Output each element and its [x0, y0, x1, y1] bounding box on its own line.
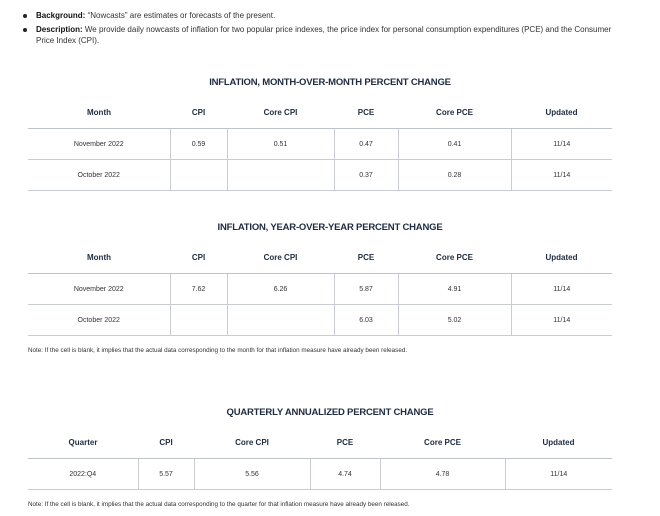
cell-month: October 2022 — [28, 305, 170, 336]
col-header-pce: PCE — [334, 96, 398, 129]
col-header-cpi: CPI — [170, 96, 227, 129]
mom-header-row — [28, 96, 612, 129]
cell-cpi: 5.57 — [138, 459, 194, 490]
col-header-core-pce: Core PCE — [380, 426, 505, 459]
background-item — [18, 10, 618, 21]
cell-pce: 0.37 — [334, 160, 398, 191]
cell-core-cpi: 6.26 — [227, 274, 334, 305]
table-row — [28, 274, 612, 305]
cell-updated: 11/14 — [505, 459, 612, 490]
background-label: Background: — [36, 11, 86, 20]
cell-core-cpi — [227, 305, 334, 336]
cell-core-cpi — [227, 160, 334, 191]
cell-cpi — [170, 160, 227, 191]
cell-updated: 11/14 — [511, 274, 612, 305]
col-header-updated: Updated — [505, 426, 612, 459]
col-header-cpi: CPI — [170, 241, 227, 274]
col-header-cpi: CPI — [138, 426, 194, 459]
cell-month: November 2022 — [28, 274, 170, 305]
cell-core-cpi: 5.56 — [194, 459, 310, 490]
table-row — [28, 459, 612, 490]
description-text: We provide daily nowcasts of inflation for two popular price indexes, the price index for personal consumption expenditures (PCE) and the Consumer Price Index (CPI). — [36, 25, 612, 45]
cell-updated: 11/14 — [511, 129, 612, 160]
info-list — [18, 10, 618, 49]
cell-pce: 6.03 — [334, 305, 398, 336]
cell-core-cpi: 0.51 — [227, 129, 334, 160]
yoy-title: INFLATION, YEAR-OVER-YEAR PERCENT CHANGE — [217, 222, 443, 233]
qtr-note: Note: If the cell is blank, it implies that the actual data corresponding to the quarter for that inflation measure have already been released. — [28, 501, 410, 508]
cell-pce: 5.87 — [334, 274, 398, 305]
col-header-core-cpi: Core CPI — [194, 426, 310, 459]
qtr-table — [28, 426, 612, 490]
cell-core-pce: 4.78 — [380, 459, 505, 490]
col-header-month: Month — [28, 96, 170, 129]
cell-core-pce: 0.41 — [398, 129, 511, 160]
cell-month: November 2022 — [28, 129, 170, 160]
cell-pce: 0.47 — [334, 129, 398, 160]
table-row — [28, 160, 612, 191]
qtr-header-row — [28, 426, 612, 459]
cell-core-pce: 4.91 — [398, 274, 511, 305]
col-header-core-pce: Core PCE — [398, 241, 511, 274]
table-row — [28, 305, 612, 336]
cell-core-pce: 5.02 — [398, 305, 511, 336]
col-header-quarter: Quarter — [28, 426, 138, 459]
description-item — [18, 24, 618, 46]
col-header-pce: PCE — [310, 426, 380, 459]
cell-updated: 11/14 — [511, 305, 612, 336]
background-text: “Nowcasts” are estimates or forecasts of the present. — [85, 11, 276, 20]
cell-core-pce: 0.28 — [398, 160, 511, 191]
mom-table — [28, 96, 612, 191]
col-header-updated: Updated — [511, 96, 612, 129]
col-header-core-pce: Core PCE — [398, 96, 511, 129]
cell-cpi: 0.59 — [170, 129, 227, 160]
col-header-month: Month — [28, 241, 170, 274]
cell-quarter: 2022:Q4 — [28, 459, 138, 490]
mom-title: INFLATION, MONTH-OVER-MONTH PERCENT CHANGE — [209, 77, 451, 88]
col-header-updated: Updated — [511, 241, 612, 274]
col-header-core-cpi: Core CPI — [227, 241, 334, 274]
cell-cpi — [170, 305, 227, 336]
description-label: Description: — [36, 25, 83, 34]
yoy-header-row — [28, 241, 612, 274]
yoy-table — [28, 241, 612, 336]
yoy-note: Note: If the cell is blank, it implies that the actual data corresponding to the month for that inflation measure have already been released. — [28, 347, 408, 354]
cell-month: October 2022 — [28, 160, 170, 191]
table-row — [28, 129, 612, 160]
cell-cpi: 7.62 — [170, 274, 227, 305]
cell-pce: 4.74 — [310, 459, 380, 490]
col-header-pce: PCE — [334, 241, 398, 274]
cell-updated: 11/14 — [511, 160, 612, 191]
col-header-core-cpi: Core CPI — [227, 96, 334, 129]
qtr-title: QUARTERLY ANNUALIZED PERCENT CHANGE — [226, 407, 434, 418]
